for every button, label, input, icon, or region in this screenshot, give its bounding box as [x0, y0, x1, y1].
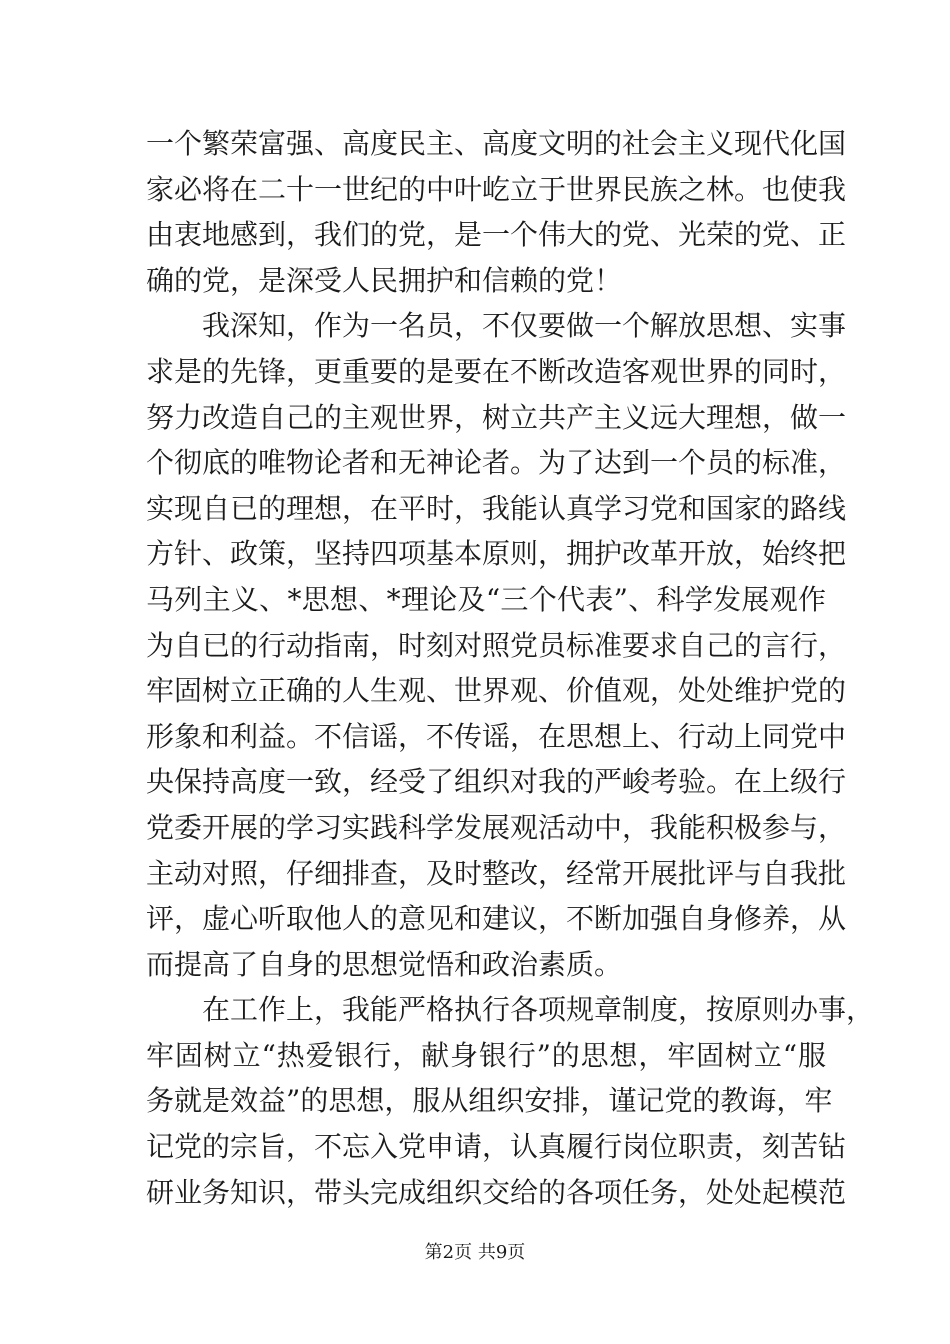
text-line: 央保持高度一致，经受了组织对我的严峻考验。在上级行 — [146, 765, 847, 799]
paragraph-start-line: 在工作上，我能严格执行各项规章制度，按原则办事， — [202, 993, 875, 1027]
text-line: 由衷地感到，我们的党，是一个伟大的党、光荣的党、正 — [146, 218, 847, 252]
text-line: 务就是效益”的思想，服从组织安排，谨记党的教诲，牢 — [146, 1084, 833, 1118]
text-line: 主动对照，仔细排查，及时整改，经常开展批评与自我批 — [146, 856, 847, 890]
text-line: 一个繁荣富强、高度民主、高度文明的社会主义现代化国 — [146, 127, 847, 160]
text-line: 求是的先锋，更重要的是要在不断改造客观世界的同时， — [146, 354, 847, 388]
paragraph-start-line: 我深知，作为一名员，不仅要做一个解放思想、实事 — [202, 309, 847, 343]
text-line: 形象和利益。不信谣，不传谣，在思想上、行动上同党中 — [146, 719, 847, 753]
text-line: 为自已的行动指南，时刻对照党员标准要求自己的言行， — [146, 628, 847, 662]
document-body — [146, 121, 875, 1215]
text-line: 而提高了自身的思想觉悟和政治素质。 — [146, 947, 623, 981]
text-line: 家必将在二十一世纪的中叶屹立于世界民族之林。也使我 — [146, 172, 847, 206]
text-line: 方针、政策，坚持四项基本原则，拥护改革开放，始终把 — [146, 537, 847, 571]
text-line: 马列主义、*思想、*理论及“三个代表”、科学发展观作 — [146, 582, 826, 616]
text-line: 记党的宗旨，不忘入党申请，认真履行岗位职责，刻苦钻 — [146, 1130, 847, 1164]
text-line: 确的党，是深受人民拥护和信赖的党！ — [146, 263, 623, 297]
text-line: 实现自已的理想，在平时，我能认真学习党和国家的路线 — [146, 491, 847, 525]
text-line: 牢固树立正确的人生观、世界观、价值观，处处维护党的 — [146, 674, 847, 708]
text-line: 个彻底的唯物论者和无神论者。为了达到一个员的标准， — [146, 446, 847, 480]
text-line: 研业务知识，带头完成组织交给的各项任务，处处起模范 — [146, 1175, 847, 1209]
page-number-footer: 第2页 共9页 — [424, 1242, 526, 1263]
text-line: 评，虚心听取他人的意见和建议，不断加强自身修养，从 — [146, 902, 847, 936]
text-line: 党委开展的学习实践科学发展观活动中，我能积极参与， — [146, 810, 847, 844]
text-line: 努力改造自己的主观世界，树立共产主义远大理想，做一 — [146, 400, 847, 434]
text-line: 牢固树立“热爱银行，献身银行”的思想，牢固树立“服 — [146, 1038, 826, 1072]
